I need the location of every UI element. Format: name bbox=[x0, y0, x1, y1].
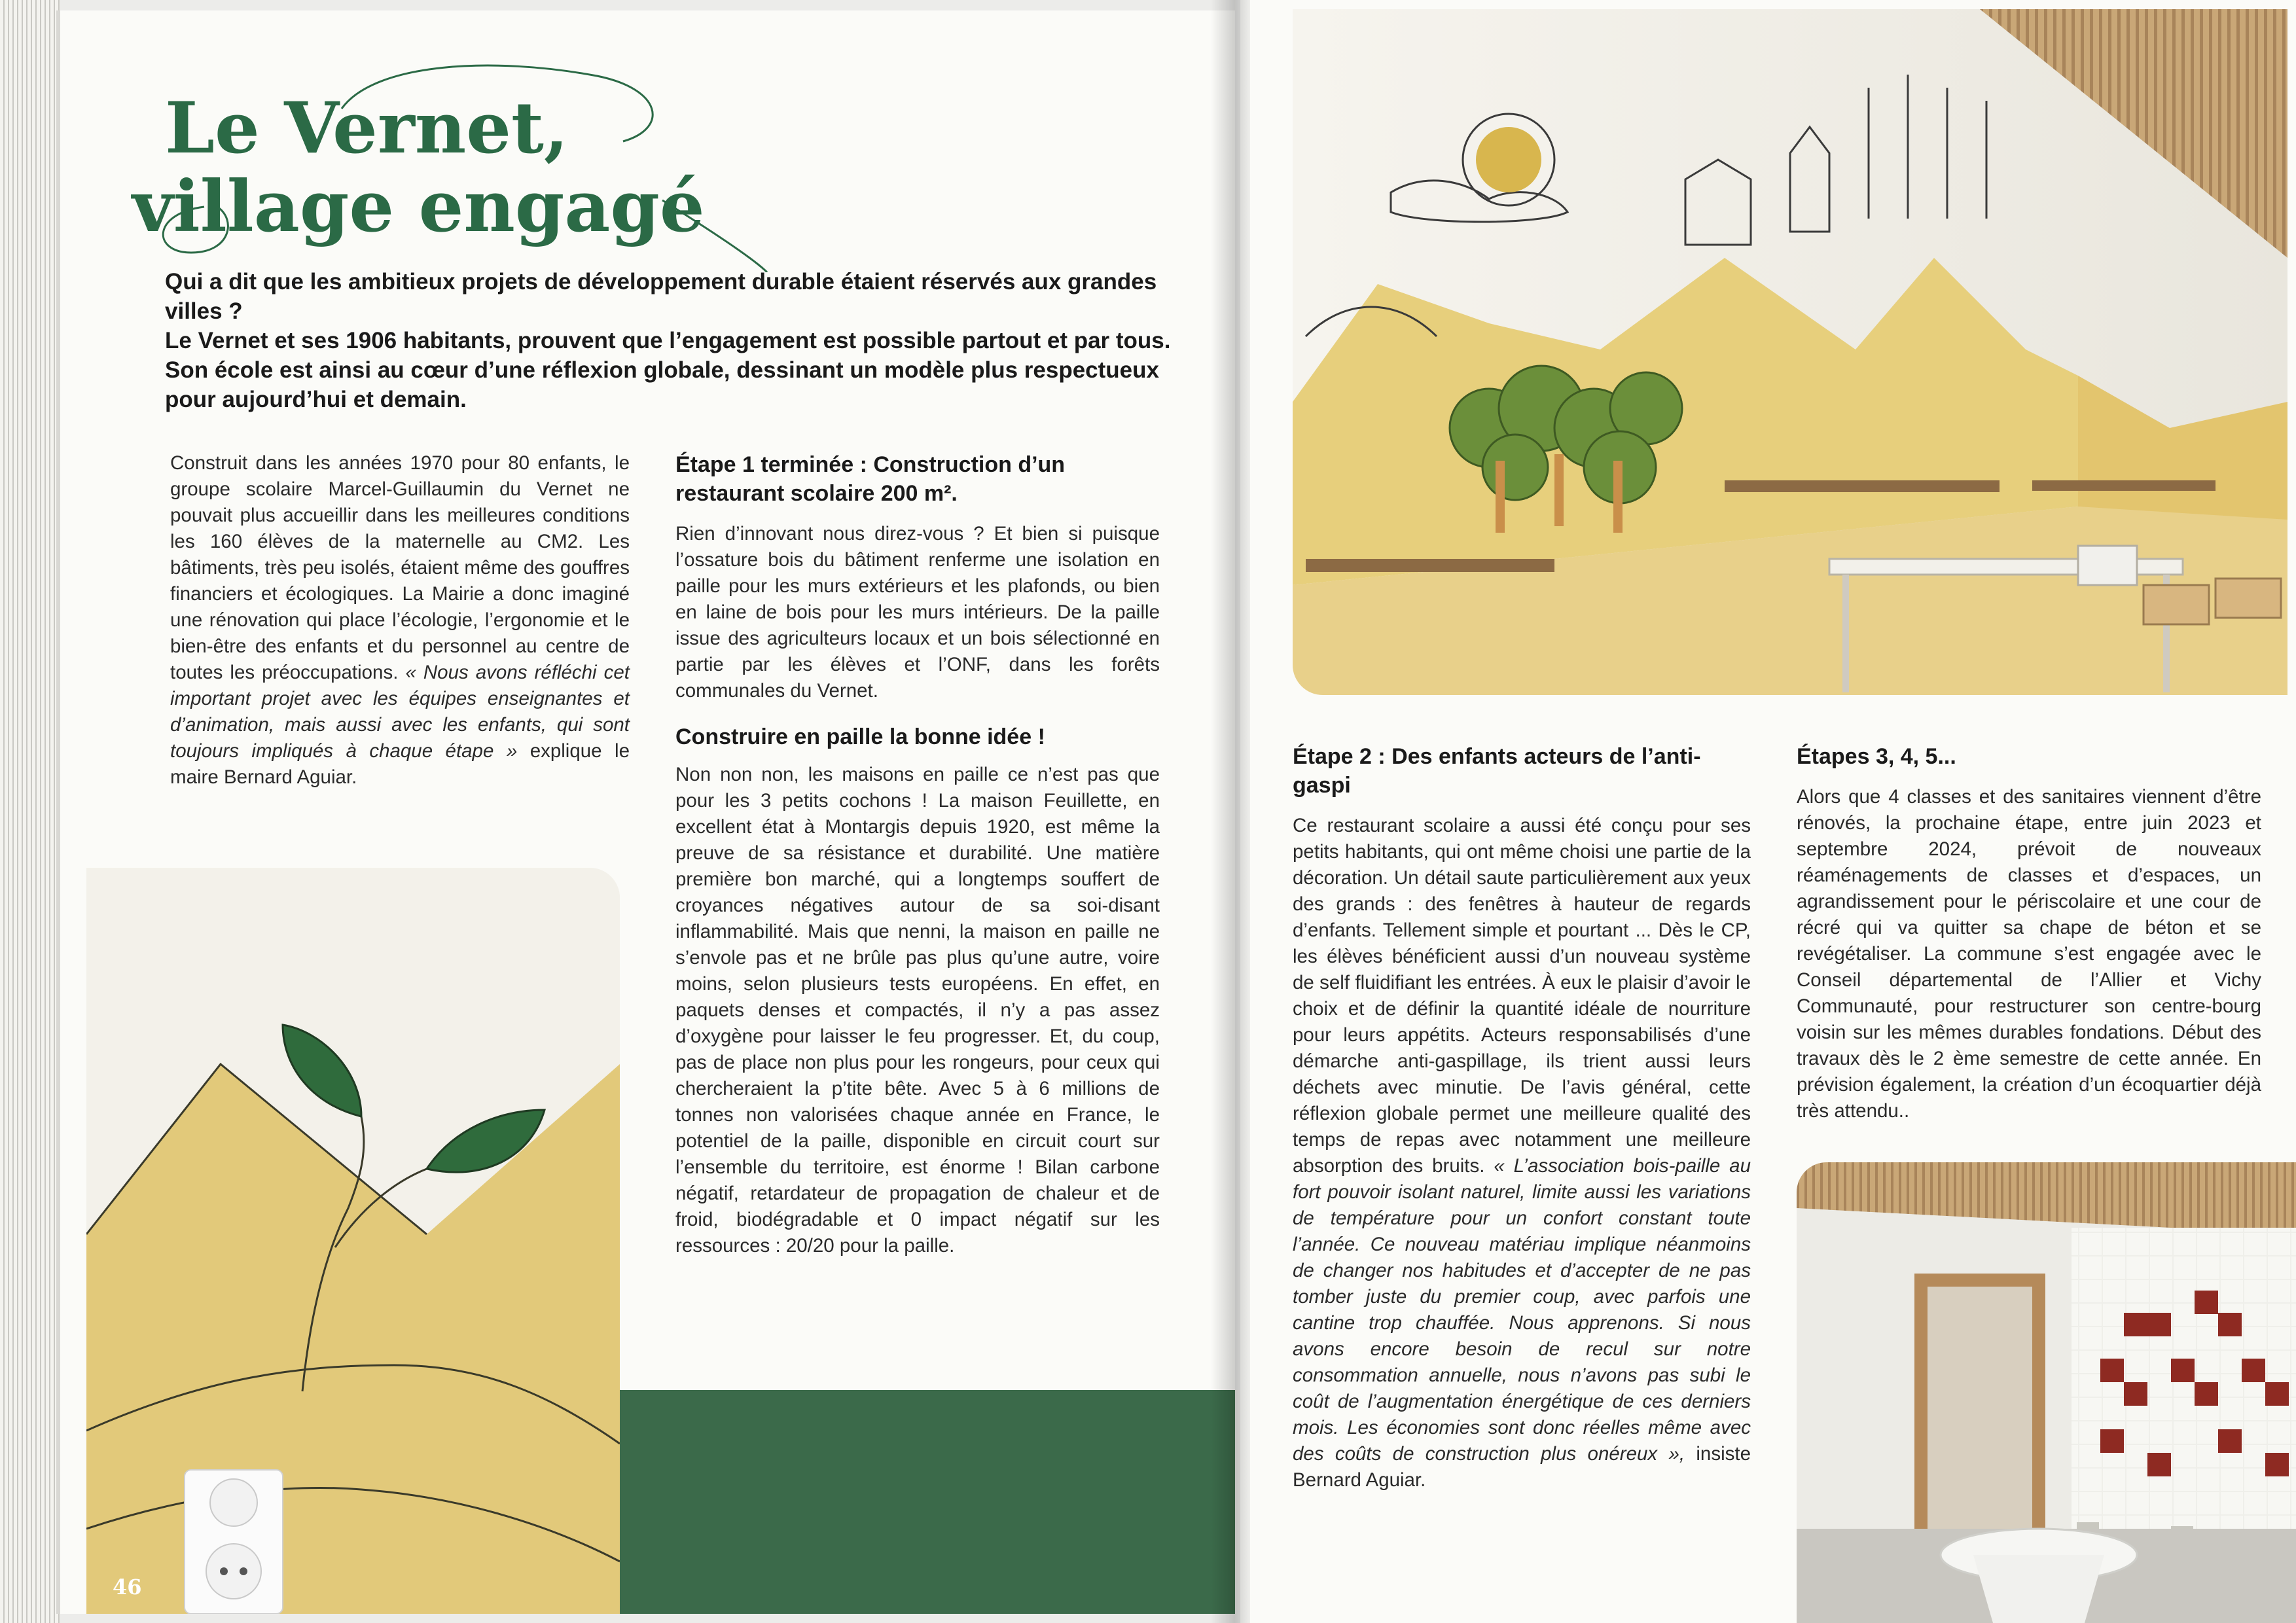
etape2-text: Ce restaurant scolaire a aussi été conçu pour ses petits habitants, qui ont même choisi une partie de la décoration. Un détail saute particulièrement aux yeux des grands : des fenêtres à hauteur de regards d’enfants. Tellement simple et pourtant ... Dès le CP, les élèves bénéficient aussi d’un nouveau système de self fluidifiant les entrées. À eux le plaisir d’avoir le choix et de définir la quantité idéale de nourriture pour leurs appétits. Acteurs responsabilisés d’une démarche anti-gaspillage, ils trient aussi leurs déchets avec minutie. De l’avis général, cette réflexion globale permet une meilleure qualité des temps de repas avec notamment une meilleure absorption des bruits. bbox=[1293, 815, 1751, 1177]
right-column-2 bbox=[1797, 742, 2261, 1124]
article-title-line1: Le Vernet, bbox=[165, 87, 569, 169]
sprout-illustration bbox=[86, 868, 620, 1614]
intro-text: Construit dans les années 1970 pour 80 enfants, le groupe scolaire Marcel-Guillaumin du Vernet ne pouvait plus accueillir dans les meilleures conditions les 160 élèves de la maternelle au CM2. Les bâtiments, très peu isolés, étaient même des gouffres financiers et écologiques. La Mairie a donc imaginé une rénovation qui place l’écologie, l’ergonomie et le bien-être des enfants et du personnel au centre de toutes les préoccupations. bbox=[170, 452, 630, 683]
section-text-etape1: Rien d’innovant nous direz-vous ? Et bien si puisque l’ossature bois du bâtiment renferme une isolation en paille pour les murs extérieurs et les plafonds, ou bien en laine de bois pour les murs intérieurs. De la paille issue des agriculteurs locaux et un bois sélectionné en partie par les élèves et l’ONF, dans les forêts communales du Vernet. bbox=[675, 523, 1160, 702]
etape2-attribution: insiste Bernard Aguiar. bbox=[1293, 1443, 1751, 1491]
intro-column bbox=[170, 450, 630, 791]
sanitary-illustration bbox=[1797, 1162, 2296, 1623]
sprout-wall-photo bbox=[86, 868, 620, 1614]
sanitary-photo bbox=[1797, 1162, 2296, 1623]
page-edges bbox=[0, 0, 60, 1623]
section-title-etape1: Étape 1 terminée : Construction d’un restaurant scolaire 200 m². bbox=[675, 452, 1066, 506]
book-gutter bbox=[1211, 0, 1250, 1623]
middle-column bbox=[675, 450, 1160, 1259]
right-page bbox=[1240, 0, 2296, 1623]
etape2-quote: « L’association bois-paille au fort pouvoir isolant naturel, limite aussi les variations de température pour un confort constant toute l’année. Ce nouveau matériau implique néanmoins de changer nos habitudes et d’accepter de ne pas tomber juste du premier coup, avec parfois une cantine trop chauffée. Nous apprenons. Si nous avons encore besoin de recul sur notre consommation annuelle, nous n’avons pas subi le coût de l’augmentation énergétique de ces derniers mois. Les économies sont donc réelles même avec des coûts de construction plus onéreux », bbox=[1293, 1155, 1751, 1465]
lead-paragraph bbox=[165, 267, 1186, 414]
lead-question: Qui a dit que les ambitieux projets de développement durable étaient réservés aux grandes villes ? bbox=[165, 269, 1157, 324]
left-page bbox=[60, 10, 1235, 1614]
page-number: 46 bbox=[113, 1575, 142, 1599]
article-title-line2: village engagé bbox=[132, 166, 705, 248]
section-text-etapes-3-4-5: Alors que 4 classes et des sanitaires viennent d’être rénovés, la prochaine étape, entre juin 2023 et septembre 2024, prévoit de nouveaux réaménagements de classes et d’espaces, un agrandissement pour le périscolaire et une cour de récré qui va quitter sa chape de béton et se revégétaliser. La commune s’est engagée avec le Conseil départemental de l’Allier et Vichy Communauté, pour restructurer son centre-bourg voisin sur les mêmes durables fondations. Début des travaux dès le 2 ème semestre de cette année. En prévision également, la création d’un écoquartier déjà très attendu.. bbox=[1797, 786, 2261, 1122]
intro-quote: « Nous avons réfléchi cet important projet avec les équipes enseignantes et d’animation, mais aussi avec les enfants, qui sont toujours impliqués à chaque étape » bbox=[170, 662, 630, 762]
green-footer-band bbox=[620, 1390, 1235, 1614]
section-title-etape2: Étape 2 : Des enfants acteurs de l’anti-gaspi bbox=[1293, 744, 1701, 798]
intro-attribution: explique le maire Bernard Aguiar. bbox=[170, 740, 630, 788]
section-title-etapes-3-4-5: Étapes 3, 4, 5... bbox=[1797, 744, 1956, 769]
section-text-paille: Non non non, les maisons en paille ce n’est pas que pour les 3 petits cochons ! La maison Feuillette, en excellent état à Montargis depuis 1920, est même la preuve de sa résistance et durabilité. Une matière première bon marché, qui a longtemps souffert de croyances négatives autour de sa soi-disant inflammabilité. Mais que nenni, la maison en paille ne s’envole pas et ne brûle pas plus qu’une autre, voire moins, selon plusieurs tests européens. En effet, en paquets denses et compactés, il n’y a pas assez d’oxygène pour laisser le feu progresser. Et, du coup, pas de place non plus pour les rongeurs, pour ceux qui chercheraient la p’tite bête. Avec 5 à 6 millions de tonnes non valorisées chaque année en France, le potentiel de la paille, disponible en circuit court sur l’ensemble du territoire, est énorme ! Bilan carbone négatif, retardateur de propagation de chaleur et de froid, biodégradable et 0 impact négatif sur les ressources : 20/20 pour la paille. bbox=[675, 764, 1160, 1257]
canteen-illustration bbox=[1293, 9, 2287, 695]
section-title-paille: Construire en paille la bonne idée ! bbox=[675, 724, 1045, 749]
lead-statement: Le Vernet et ses 1906 habitants, prouvent que l’engagement est possible partout et par tous. Son école est ainsi au cœur d’une réflexion globale, dessinant un modèle plus respectueux pour aujourd’hui et demain. bbox=[165, 328, 1171, 412]
right-column-1 bbox=[1293, 742, 1751, 1493]
section-text-etape2 bbox=[1293, 813, 1751, 1493]
canteen-mural-photo bbox=[1293, 9, 2287, 695]
